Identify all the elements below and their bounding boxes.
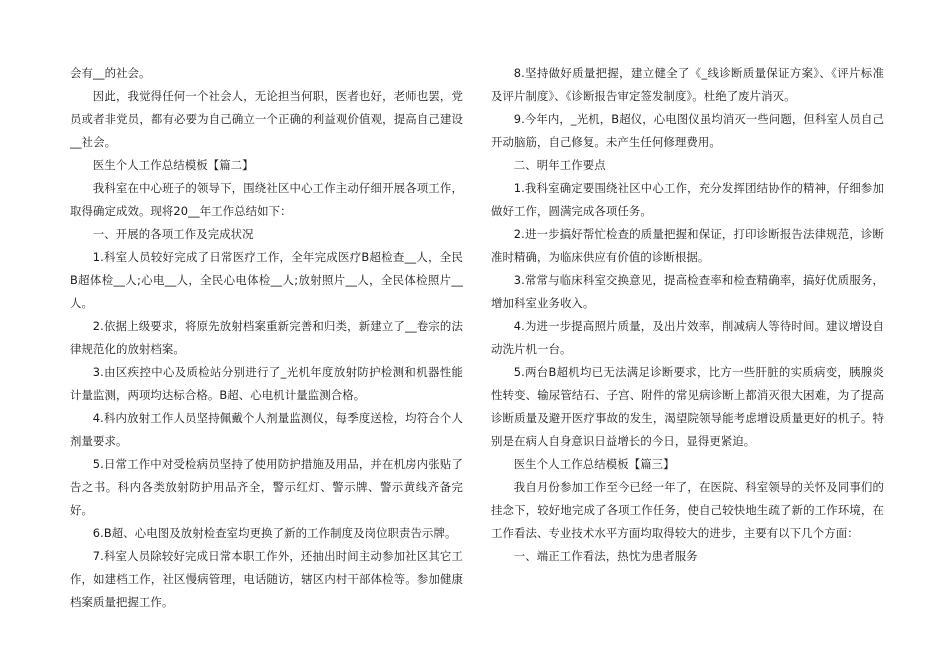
list-item: 6.B超、心电图及放射检查室均更换了新的工作制度及岗位职责告示牌。 <box>92 526 457 540</box>
list-item: 5.日常工作中对受检病员坚持了使用防护措施及用品，并在机房内张贴了告之书。科内各类放射防护用品齐全，警示红灯、警示牌、警示黄线齐备完好。 <box>70 457 463 517</box>
list-item: 1.我科室确定要围绕社区中心工作，充分发挥团结协作的精神，仔细参加做好工作，圆满完成各项任务。 <box>491 181 884 218</box>
paragraph: 会有__的社会。 <box>70 66 151 80</box>
subsection-heading: 二、明年工作要点 <box>513 158 606 172</box>
section-heading: 医生个人工作总结模板【篇三】 <box>513 457 675 471</box>
left-column <box>70 62 463 614</box>
list-item: 1.科室人员较好完成了日常医疗工作，全年完成医疗B超检查__人，全民B超体检__人;心电__人，全民心电体检__人;放射照片__人，全民体检照片__人。 <box>70 250 463 310</box>
list-item: 2.进一步搞好帮忙检查的质量把握和保证，打印诊断报告法律规范，诊断准时精确，为临床供应有价值的诊断根据。 <box>491 227 884 264</box>
list-item: 4.为进一步提高照片质量，及出片效率，削减病人等待时间。建议增设自动洗片机一台。 <box>491 319 884 356</box>
subsection-heading: 一、开展的各项工作及完成状况 <box>92 227 254 241</box>
section-heading: 医生个人工作总结模板【篇二】 <box>92 158 254 172</box>
list-item: 3.常常与临床科室交换意见，提高检查率和检查精确率，搞好优质服务，增加科室业务收入。 <box>491 273 884 310</box>
list-item: 4.科内放射工作人员坚持佩戴个人剂量监测仪，每季度送检，均符合个人剂量要求。 <box>70 411 463 448</box>
paragraph: 我自月份参加工作至今已经一年了，在医院、科室领导的关怀及同事们的挂念下，较好地完成了各项工作任务，使自己较快地生疏了新的工作环境，在工作看法、专业技术水平方面均取得较大的进步，主要有以下几个方面： <box>491 480 884 540</box>
subsection-heading: 一、端正工作看法，热忱为患者服务 <box>513 549 698 563</box>
list-item: 2.依据上级要求，将原先放射档案重新完善和归类，新建立了__卷宗的法律规范化的放射档案。 <box>70 319 463 356</box>
right-column <box>491 62 884 568</box>
list-item: 7.科室人员除较好完成日常本职工作外，还抽出时间主动参加社区其它工作，如建档工作，社区慢病管理，电话随访，辖区内村干部体检等。参加健康档案质量把握工作。 <box>70 549 463 609</box>
list-item: 8.坚持做好质量把握，建立健全了《_线诊断质量保证方案》、《评片标准及评片制度》、《诊断报告审定签发制度》。杜绝了废片消灭。 <box>491 66 884 103</box>
paragraph: 因此，我觉得任何一个社会人，无论担当何职，医者也好，老师也罢，党员或者非党员，都有必要为自己确立一个正确的利益观价值观，提高自己建设__社会。 <box>70 89 463 149</box>
list-item: 3.由区疾控中心及质检站分别进行了_光机年度放射防护检测和机器性能计量监测，两项均达标合格。B超、心电机计量监测合格。 <box>70 365 463 402</box>
list-item: 9.今年内，_光机，B超仪，心电图仪虽均消灭一些问题，但科室人员自己开动脑筋，自己修复。未产生任何修理费用。 <box>491 112 884 149</box>
paragraph: 我科室在中心班子的领导下，围绕社区中心工作主动仔细开展各项工作，取得确定成效。现将20__年工作总结如下： <box>70 181 463 218</box>
list-item: 5.两台B超机均已无法满足诊断要求，比方一些肝脏的实质病变，胰腺炎性转变、输尿管结石、子宫、附件的常见病诊断上都消灭很大困难，为了提高诊断质量及避开医疗事故的发生，渴望院领导能考虑增设质量更好的机子。特别是在病人自身意识日益增长的今日，显得更紧迫。 <box>491 365 884 448</box>
